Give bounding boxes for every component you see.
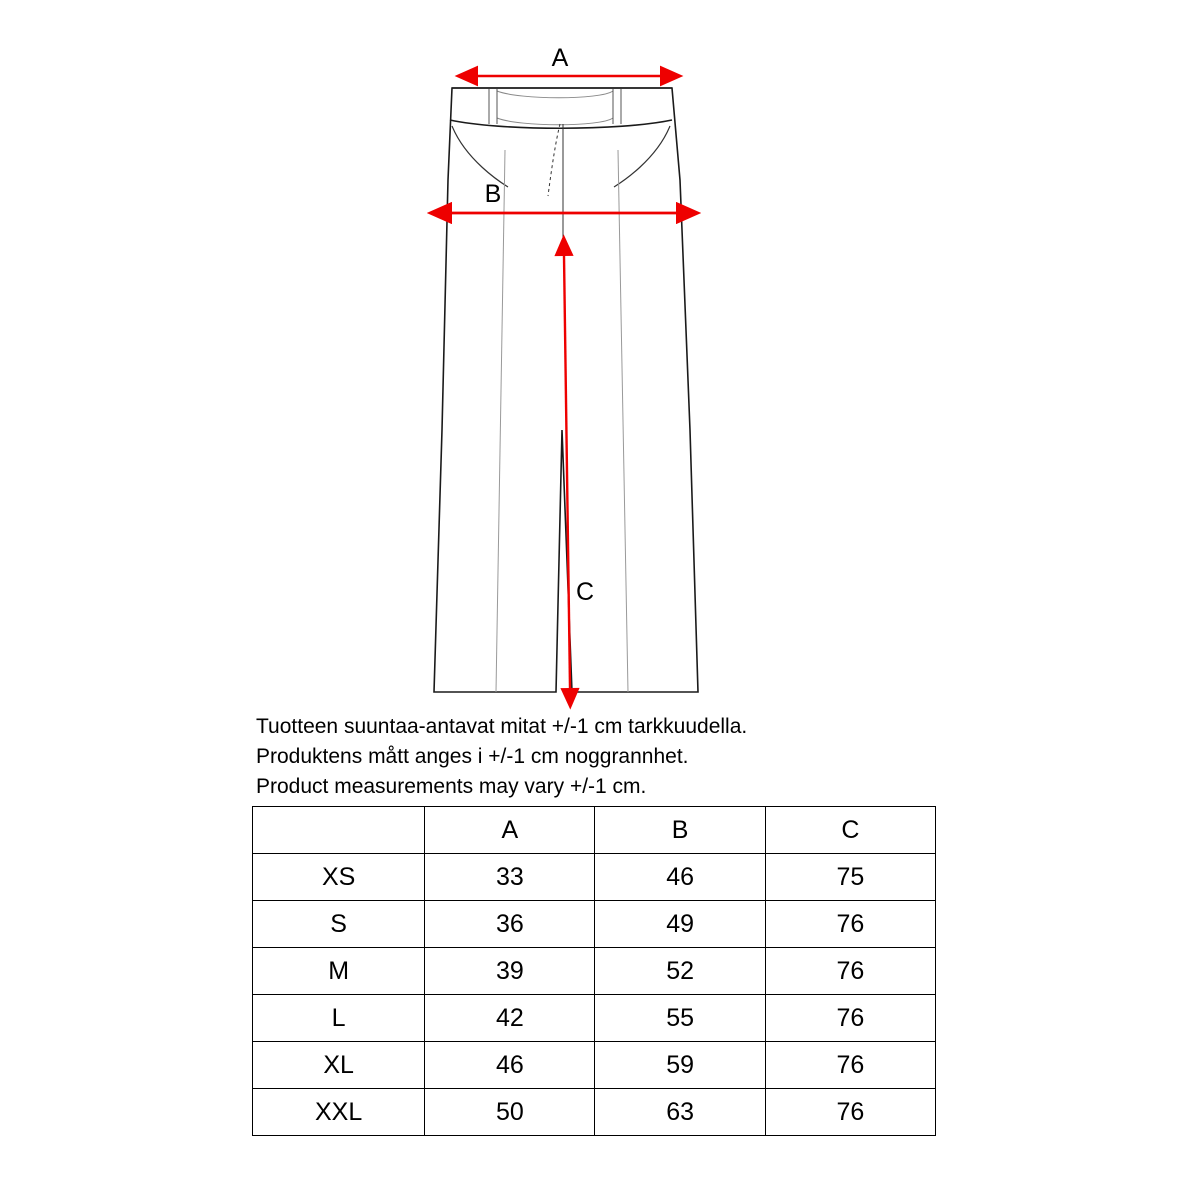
table-header-b: B	[595, 807, 765, 854]
table-row	[253, 1042, 936, 1089]
table-row	[253, 948, 936, 995]
note-line-sv: Produktens mått anges i +/-1 cm noggrannhet.	[256, 745, 689, 768]
table-header-row	[253, 807, 936, 854]
row-value-a: 33	[425, 854, 595, 901]
row-value-b: 46	[595, 854, 765, 901]
table-header-a: A	[425, 807, 595, 854]
table-row	[253, 995, 936, 1042]
row-value-b: 55	[595, 995, 765, 1042]
size-table	[252, 806, 936, 1136]
row-value-c: 75	[765, 854, 935, 901]
row-size-label: XXL	[253, 1089, 425, 1136]
row-value-b: 49	[595, 901, 765, 948]
row-value-a: 50	[425, 1089, 595, 1136]
row-value-c: 76	[765, 1089, 935, 1136]
row-size-label: XL	[253, 1042, 425, 1089]
table-row	[253, 854, 936, 901]
row-value-a: 39	[425, 948, 595, 995]
note-line-fi: Tuotteen suuntaa-antavat mitat +/-1 cm tarkkuudella.	[256, 715, 748, 738]
row-value-b: 63	[595, 1089, 765, 1136]
table-row	[253, 901, 936, 948]
measure-b-label: B	[484, 180, 502, 208]
row-value-a: 42	[425, 995, 595, 1042]
row-size-label: XS	[253, 854, 425, 901]
row-value-c: 76	[765, 948, 935, 995]
row-value-a: 46	[425, 1042, 595, 1089]
row-value-a: 36	[425, 901, 595, 948]
row-value-b: 59	[595, 1042, 765, 1089]
row-value-c: 76	[765, 1042, 935, 1089]
row-size-label: S	[253, 901, 425, 948]
measure-c-label: C	[575, 578, 595, 606]
row-size-label: M	[253, 948, 425, 995]
table-header-c: C	[765, 807, 935, 854]
note-line-en: Product measurements may vary +/-1 cm.	[256, 775, 647, 798]
table-row	[253, 1089, 936, 1136]
measure-a-label: A	[551, 44, 569, 72]
row-size-label: L	[253, 995, 425, 1042]
measurement-notes	[256, 712, 1056, 802]
table-header-blank	[253, 807, 425, 854]
row-value-b: 52	[595, 948, 765, 995]
size-table-container	[252, 806, 936, 1136]
row-value-c: 76	[765, 995, 935, 1042]
row-value-c: 76	[765, 901, 935, 948]
